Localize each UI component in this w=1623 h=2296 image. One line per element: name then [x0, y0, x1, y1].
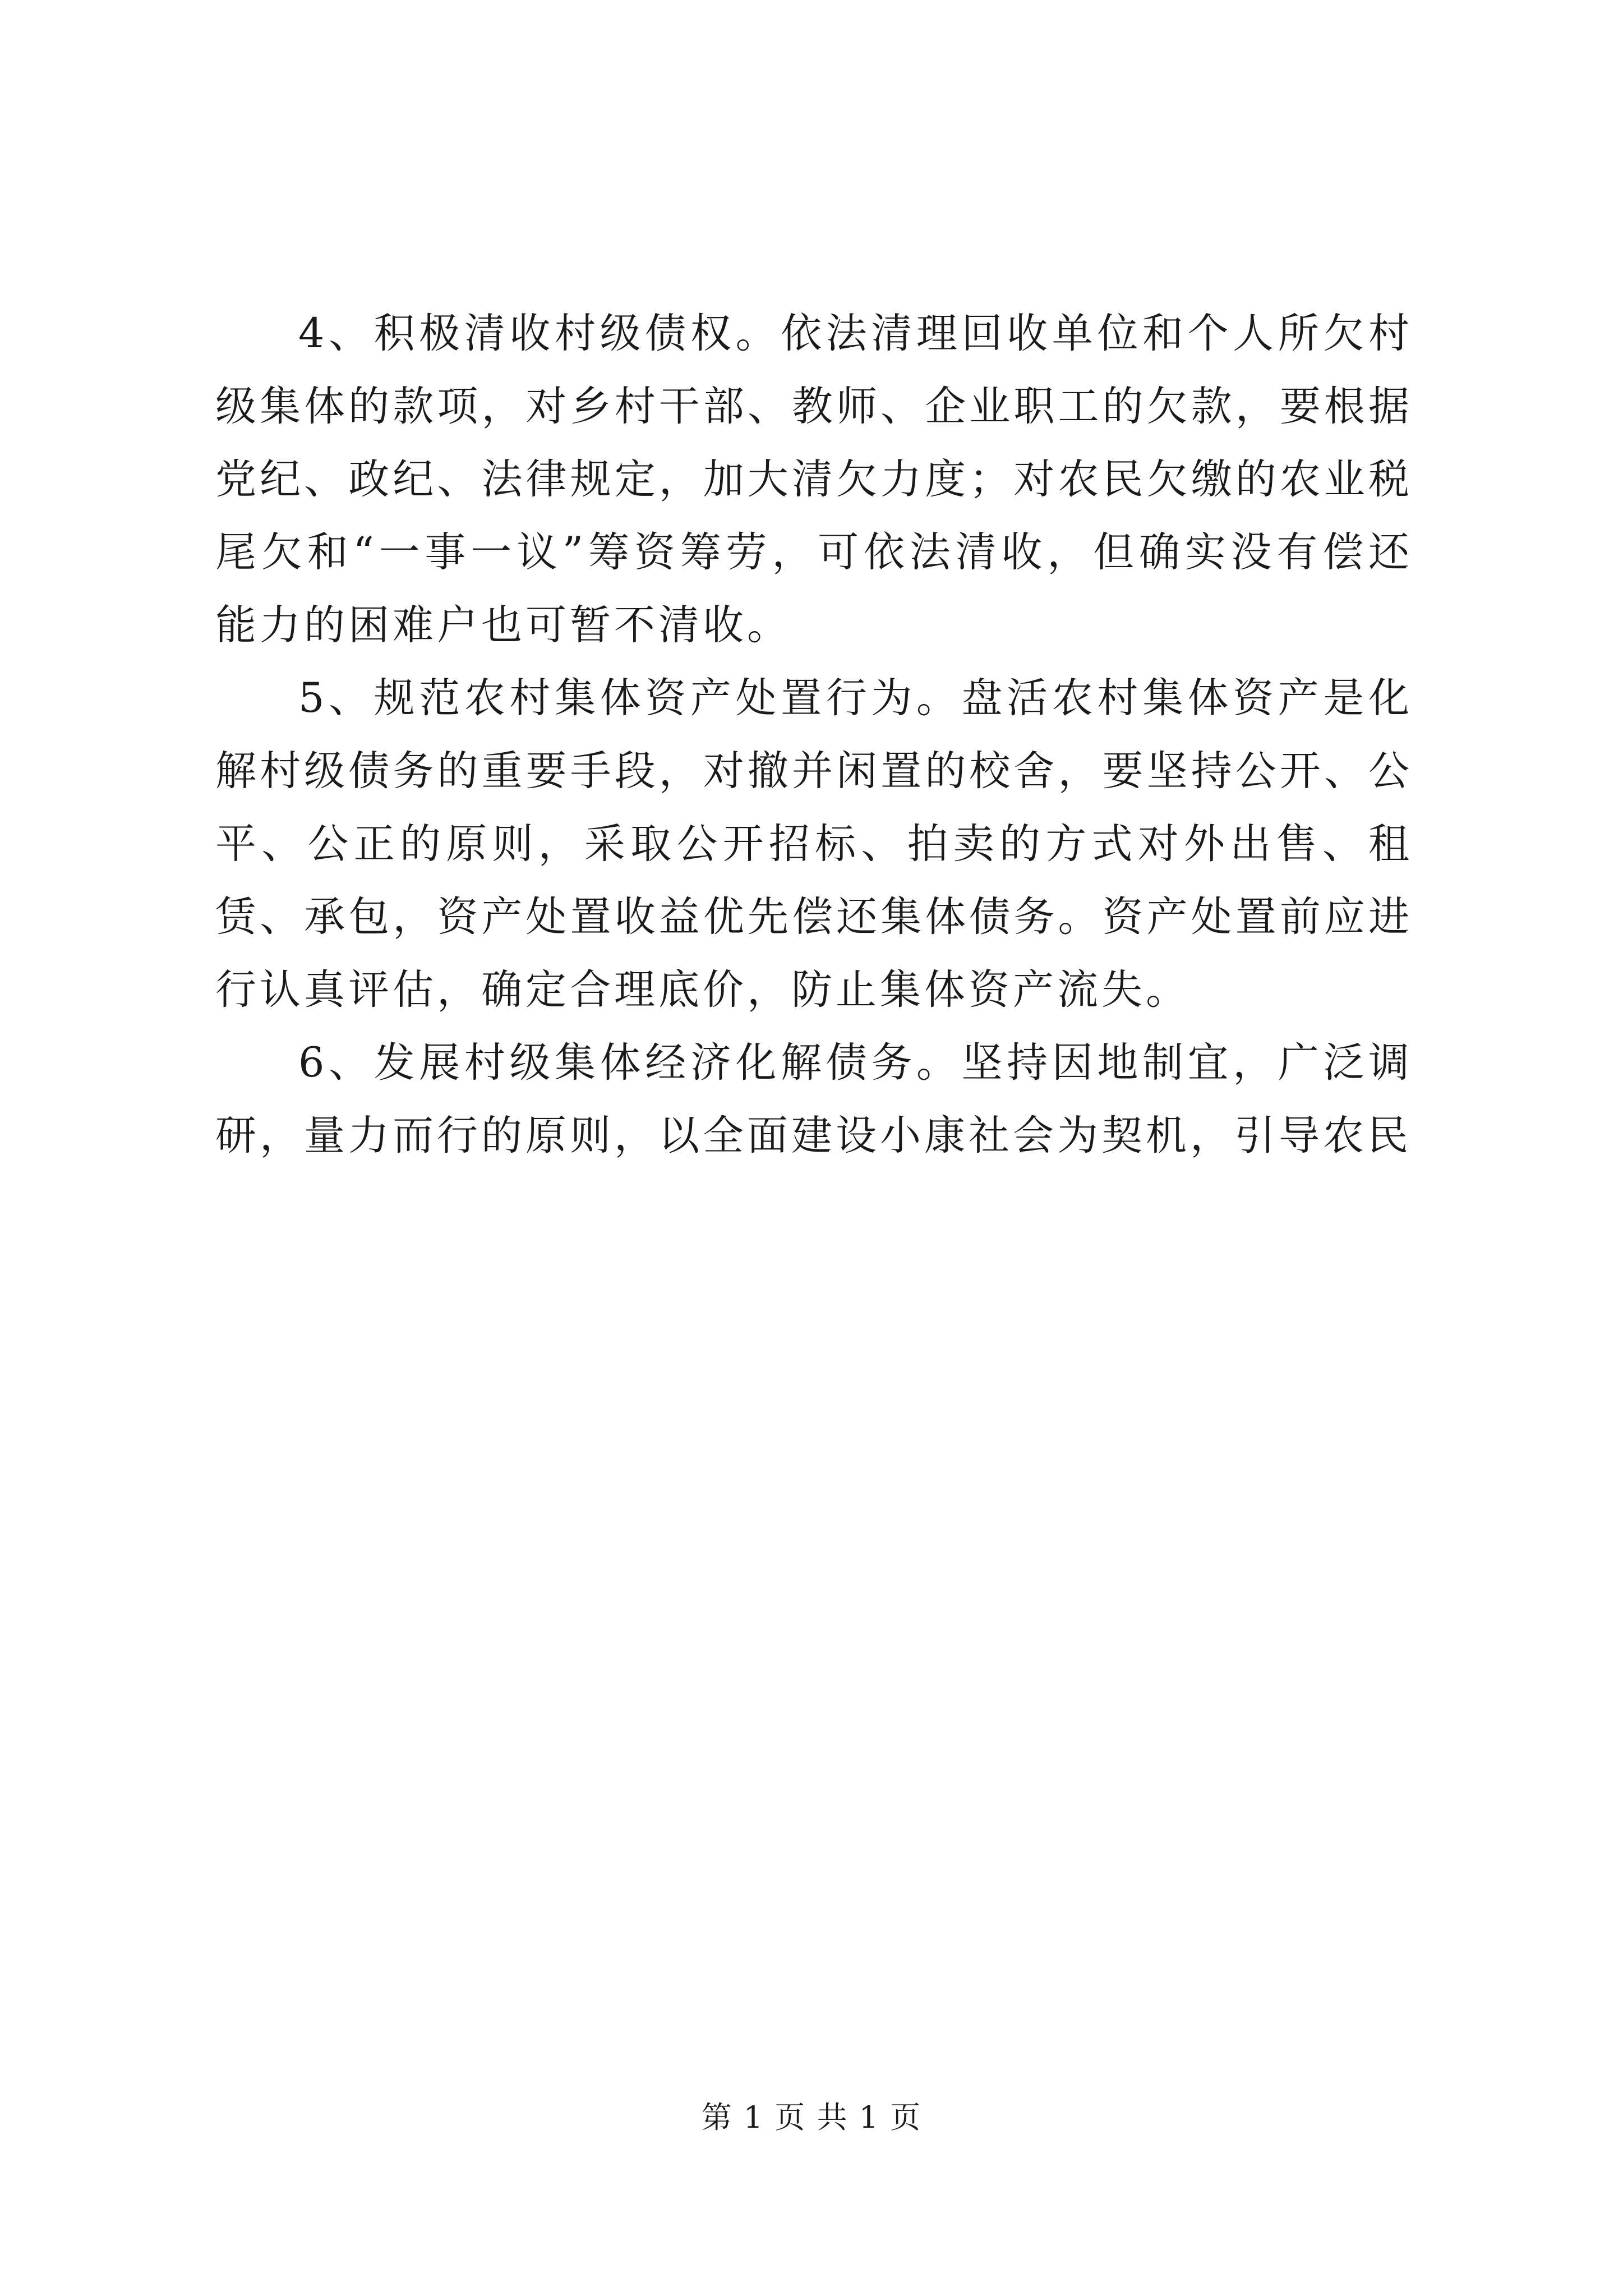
paragraph-4-collect-claims: 4、积极清收村级债权。依法清理回收单位和个人所欠村级集体的款项，对乡村干部、教师、企业职工的欠款，要根据党纪、政纪、法律规定，加大清欠力度；对农民欠缴的农业税尾欠和“一事一议”筹资筹劳，可依法清收，但确实没有偿还能力的困难户也可暂不清收。: [215, 310, 1413, 649]
paragraph-6-collective-economy: 6、发展村级集体经济化解债务。坚持因地制宜，广泛调研，量力而行的原则，以全面建设小康社会为契机，引导农民: [215, 1039, 1413, 1159]
paragraph-5-asset-disposal: 5、规范农村集体资产处置行为。盘活农村集体资产是化解村级债务的重要手段，对撤并闲置的校舍，要坚持公开、公平、公正的原则，采取公开招标、拍卖的方式对外出售、租赁、承包，资产处置收益优先偿还集体债务。资产处置前应进行认真评估，确定合理底价，防止集体资产流失。: [215, 674, 1413, 1014]
document-body: [215, 297, 1413, 1172]
page-footer: 第 1 页 共 1 页: [701, 2100, 922, 2135]
